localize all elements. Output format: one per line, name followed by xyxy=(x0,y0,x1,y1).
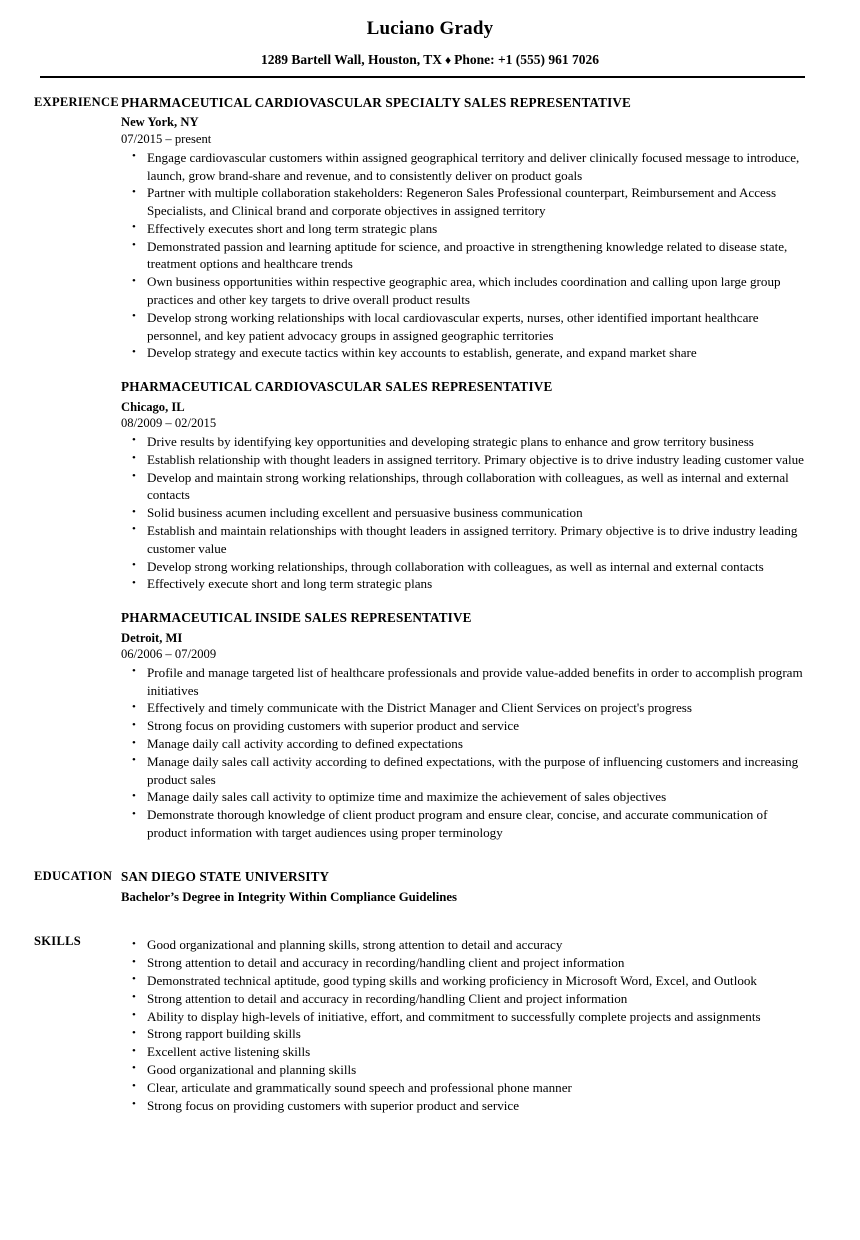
job-entry xyxy=(121,610,810,842)
skill-bullet: • Strong rapport building skills xyxy=(121,1025,810,1043)
header-divider xyxy=(40,76,805,78)
skill-bullet: • Good organizational and planning skills xyxy=(121,1061,810,1079)
section-label-skills: SKILLS xyxy=(34,934,81,949)
job-bullet: • Solid business acumen including excellent and persuasive business communication xyxy=(121,504,810,522)
job-bullet: • Effectively and timely communicate with the District Manager and Client Services on project's progress xyxy=(121,699,810,717)
job-bullet-list xyxy=(121,433,810,593)
job-bullet-list xyxy=(121,149,810,363)
job-dates: 06/2006 – 07/2009 xyxy=(121,646,217,661)
skill-bullet: • Clear, articulate and grammatically sound speech and professional phone manner xyxy=(121,1079,810,1097)
contact-line xyxy=(0,52,860,68)
job-bullet: • Effectively executes short and long term strategic plans xyxy=(121,220,810,238)
job-bullet: • Establish and maintain relationships with thought leaders in assigned territory. Primary objective is to drive industry leading customer value xyxy=(121,522,810,558)
job-bullet: • Strong focus on providing customers with superior product and service xyxy=(121,717,810,735)
skill-bullet: • Demonstrated technical aptitude, good typing skills and working proficiency in Microsoft Word, Excel, and Outlook xyxy=(121,972,810,990)
section-label-education: EDUCATION xyxy=(34,868,113,883)
job-bullet: • Manage daily sales call activity according to defined expectations, with the purpose of influencing customers and increasing product sales xyxy=(121,753,810,789)
job-bullet: • Effectively execute short and long term strategic plans xyxy=(121,575,810,593)
job-title: PHARMACEUTICAL CARDIOVASCULAR SALES REPRESENTATIVE xyxy=(121,379,553,395)
skill-bullet: • Ability to display high-levels of initiative, effort, and commitment to successfully complete projects and assignments xyxy=(121,1008,810,1026)
education-body xyxy=(121,869,860,906)
job-bullet: • Own business opportunities within respective geographic area, which includes coordination and calling upon large group practices and other key targets to drive overall product results xyxy=(121,273,810,309)
job-location: Chicago, IL xyxy=(121,399,185,414)
job-bullet: • Manage daily sales call activity to optimize time and maximize the achievement of sales objectives xyxy=(121,788,810,806)
education-school: SAN DIEGO STATE UNIVERSITY xyxy=(121,868,330,884)
section-experience xyxy=(0,95,860,842)
job-bullet: • Demonstrated passion and learning aptitude for science, and proactive in strengthening knowledge related to disease state, treatment options and healthcare trends xyxy=(121,238,810,274)
job-bullet: • Develop strategy and execute tactics within key accounts to establish, generate, and expand market share xyxy=(121,344,810,362)
section-skills xyxy=(0,934,860,1114)
job-bullet: • Develop strong working relationships, through collaboration with colleagues, as well as internal and external contacts xyxy=(121,558,810,576)
skill-bullet: • Strong attention to detail and accuracy in recording/handling client and project information xyxy=(121,954,810,972)
job-bullet: • Establish relationship with thought leaders in assigned territory. Primary objective is to drive industry leading customer value xyxy=(121,451,810,469)
job-bullet: • Drive results by identifying key opportunities and developing strategic plans to enhance and grow territory business xyxy=(121,433,810,451)
skills-body xyxy=(121,934,860,1114)
job-dates: 08/2009 – 02/2015 xyxy=(121,415,217,430)
education-degree: Bachelor’s Degree in Integrity Within Compliance Guidelines xyxy=(121,890,458,905)
job-bullet-list xyxy=(121,664,810,842)
job-dates: 07/2015 – present xyxy=(121,131,212,146)
skill-bullet: • Strong attention to detail and accuracy in recording/handling Client and project information xyxy=(121,990,810,1008)
section-label-experience: EXPERIENCE xyxy=(34,94,119,109)
job-bullet: • Develop strong working relationships with local cardiovascular experts, nurses, other identified important healthcare personnel, and key patient advocacy groups in assigned geographic territories xyxy=(121,309,810,345)
job-bullet: • Profile and manage targeted list of healthcare professionals and provide value-added benefits in order to accomplish program initiatives xyxy=(121,664,810,700)
job-bullet: • Manage daily call activity according to defined expectations xyxy=(121,735,810,753)
section-education xyxy=(0,869,860,906)
skill-bullet: • Good organizational and planning skills, strong attention to detail and accuracy xyxy=(121,936,810,954)
contact-address: 1289 Bartell Wall, Houston, TX xyxy=(260,51,442,67)
job-title: PHARMACEUTICAL CARDIOVASCULAR SPECIALTY SALES REPRESENTATIVE xyxy=(121,94,631,110)
skill-bullet: • Strong focus on providing customers with superior product and service xyxy=(121,1097,810,1115)
job-location: Detroit, MI xyxy=(121,630,183,645)
job-bullet: • Partner with multiple collaboration stakeholders: Regeneron Sales Professional counterpart, Reimbursement and Access Specialists, and Clinical brand and corporate objectives in assigned territory xyxy=(121,184,810,220)
job-entry xyxy=(121,95,810,362)
job-bullet: • Develop and maintain strong working relationships, through collaboration with colleagues, as well as internal and external contacts xyxy=(121,469,810,505)
diamond-separator-icon: ♦ xyxy=(444,52,452,67)
job-entry xyxy=(121,379,810,593)
job-location: New York, NY xyxy=(121,115,199,130)
contact-phone: Phone: +1 (555) 961 7026 xyxy=(454,51,600,67)
job-title: PHARMACEUTICAL INSIDE SALES REPRESENTATIVE xyxy=(121,610,472,626)
job-bullet: • Demonstrate thorough knowledge of client product program and ensure clear, concise, and accurate communication of product information with target audiences using proper terminology xyxy=(121,806,810,842)
experience-body xyxy=(121,95,860,842)
skill-bullet: • Excellent active listening skills xyxy=(121,1043,810,1061)
skills-bullet-list xyxy=(121,936,810,1114)
resume-header xyxy=(0,0,860,78)
candidate-name: Luciano Grady xyxy=(366,18,494,39)
job-bullet: • Engage cardiovascular customers within assigned geographical territory and deliver clinically focused message to introduce, launch, grow brand-share and revenue, and to consistently deliver on product goals xyxy=(121,149,810,185)
